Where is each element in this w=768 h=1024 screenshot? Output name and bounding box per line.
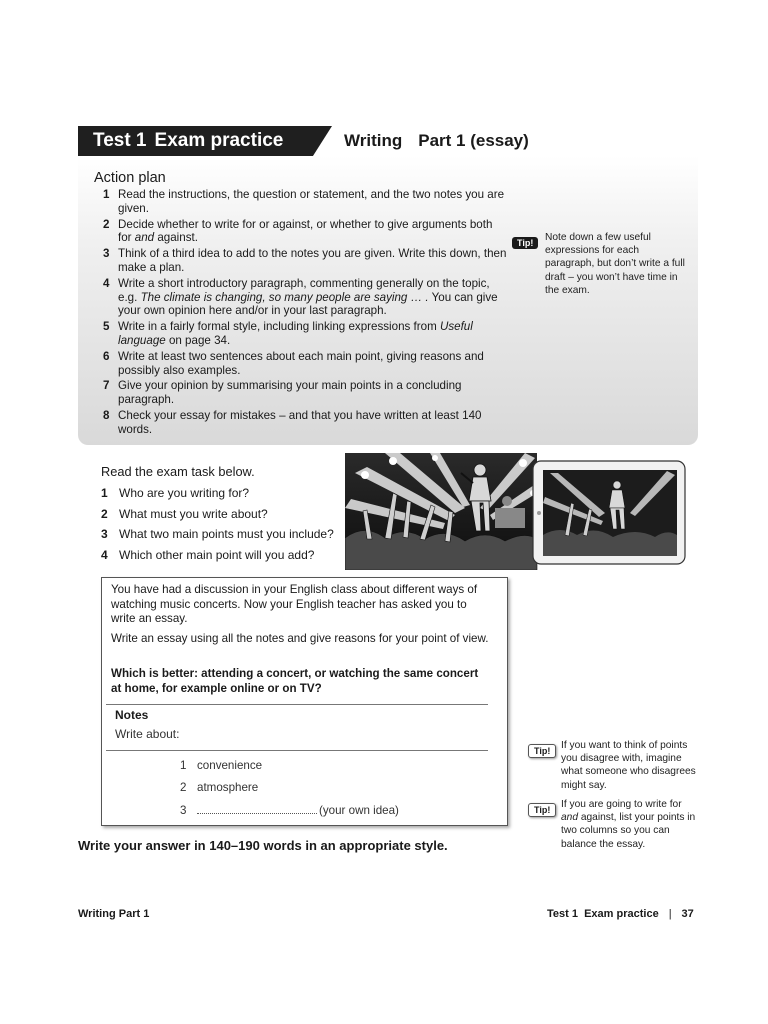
list-item: 4 Which other main point will you add?: [101, 547, 315, 562]
list-item: 6 Write at least two sentences about each main point, giving reasons and possibly also examples.: [103, 349, 484, 377]
note-item: 2 atmosphere: [180, 781, 259, 794]
exam-practice-label: Exam practice: [154, 130, 284, 151]
task-question: Which is better: attending a concert, or watching the same concert at home, for example online or on TV?: [111, 667, 479, 695]
list-item: 1 Read the instructions, the question or statement, and the two notes you are given.: [103, 188, 505, 215]
part-label: Part 1 (essay): [418, 131, 529, 150]
list-item: 3 What two main points must you include?: [101, 527, 334, 541]
exam-task-intro: Read the exam task below.: [101, 464, 255, 479]
tip-3-text: If you are going to write for and against, list your points in two columns so you can balance the essay.: [561, 799, 696, 850]
list-item: 3 Think of a third idea to add to the notes you are given. Write this down, then make a plan.: [103, 247, 507, 274]
tip-badge: Tip!: [528, 744, 556, 758]
divider: [106, 704, 488, 705]
task-paragraph-1: You have had a discussion in your English class about different ways of watching music concerts. Now your English teacher has asked you to write an essay.: [111, 583, 478, 625]
list-item: 2 What must you write about?: [101, 506, 268, 521]
task-paragraph-2: Write an essay using all the notes and give reasons for your point of view.: [111, 632, 489, 645]
action-plan-title: Action plan: [94, 170, 166, 186]
section-title: [344, 131, 529, 151]
list-item: 1 Who are you writing for?: [101, 486, 250, 500]
tip-3: [528, 800, 556, 818]
answer-instruction: Write your answer in 140–190 words in an appropriate style.: [78, 838, 448, 853]
list-item: 7 Give your opinion by summarising your main points in a concluding paragraph.: [103, 379, 462, 407]
footer-section: Writing Part 1: [78, 908, 150, 920]
tip-badge: Tip!: [528, 803, 556, 817]
list-item: 4 Write a short introductory paragraph, commenting generally on the topic, e.g. The climate is changing, so many people are saying … . You can give your own opinion here and/or in your last paragraph.: [103, 276, 498, 318]
concert-illustration: [345, 453, 688, 570]
tip-2-text: If you want to think of points you disagree with, imagine what someone who disagrees might say.: [561, 740, 696, 791]
tip-1-text: Note down a few useful expressions for each paragraph, but don’t write a full draft – you won’t have time in the exam.: [545, 232, 685, 296]
list-item: 8 Check your essay for mistakes – and that you have written at least 140 words.: [103, 408, 482, 436]
exam-task-box: [101, 577, 508, 826]
test-label: Test 1: [93, 130, 147, 151]
footer-right: [547, 908, 694, 920]
page-number: 37: [681, 908, 694, 920]
divider: [106, 750, 488, 751]
list-item: 2 Decide whether to write for or against, or whether to give arguments both for and against.: [103, 217, 493, 245]
tip-badge: Tip!: [512, 237, 538, 249]
tip-1: [512, 233, 538, 251]
question-list: [101, 486, 334, 568]
notes-title: Notes: [115, 708, 149, 722]
note-item: 3 (your own idea): [180, 804, 399, 817]
answer-blank: [197, 806, 317, 814]
footer-test-label: Test 1 Exam practice: [547, 908, 659, 920]
footer-separator: |: [668, 908, 672, 920]
section-label: Writing: [344, 131, 403, 150]
notes-write-about: Write about:: [115, 727, 180, 741]
note-item: 1 convenience: [180, 759, 263, 772]
tip-2: [528, 741, 556, 759]
action-plan-list: [100, 188, 508, 439]
list-item: 5 Write in a fairly formal style, including linking expressions from Useful language on page 34.: [103, 320, 473, 347]
test-title: [93, 130, 283, 152]
